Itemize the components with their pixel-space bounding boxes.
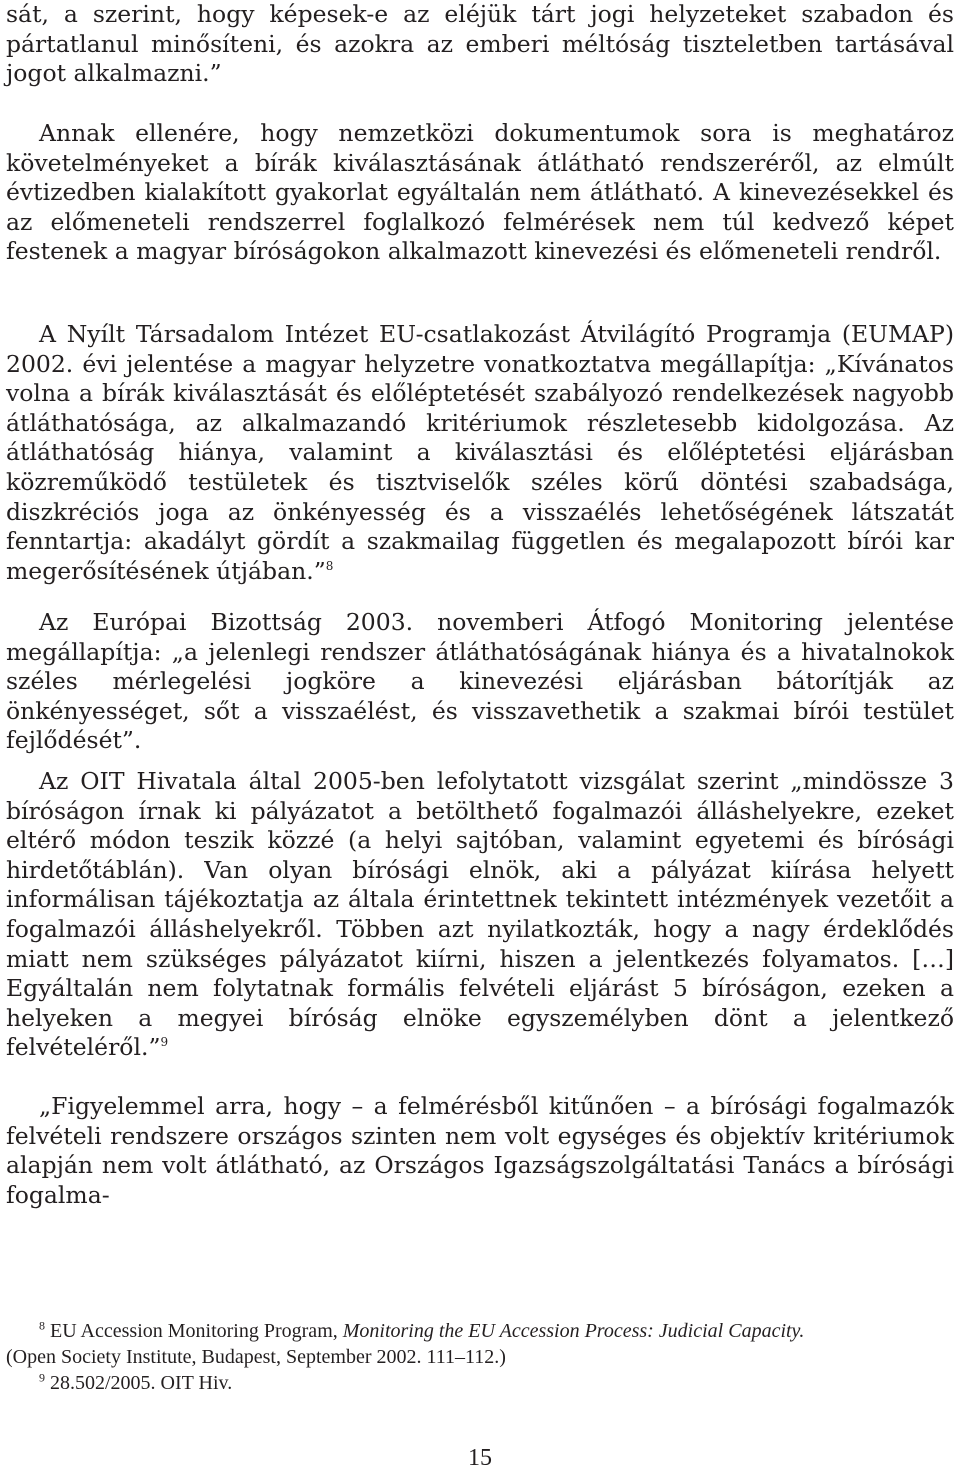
- paragraph-eumap-report: A Nyílt Társadalom Intézet EU-csatlakozást Átvilágító Programja (EUMAP) 2002. évi jelentése a magyar helyzetre vonatkoztatva megállapítja: „Kívánatos volna a bírák kiválasztását és előléptetését szabályozó rendelkezések nagyobb átláthatósága, az alkalmazandó kritériumok részletesebb kidolgozása. Az átláthatóság hiánya, valamint a kiválasztási és előléptetési eljárásban közreműködő testületek és tisztviselők széles körű döntési szabadsága, diszkréciós joga az önkényesség és a visszaélés lehetőségének látszatát fenntartja: akadályt gördít a szakmailag független és megalapozott bírói kar megerősítésének útjában.”$^8$: [6, 320, 954, 585]
- paragraph-requirements: Annak ellenére, hogy nemzetközi dokumentumok sora is meghatároz követelményeket a bírák kiválasztásának átlátható rendszeréről, az elmúlt évtizedben kialakított gyakorlat egyáltalán nem átlátható. A kinevezésekkel és az előmeneteli rendszerrel foglalkozó felmérések nem túl kedvező képet festenek a magyar bíróságokon alkalmazott kinevezési és előmeneteli rendről.: [6, 119, 954, 266]
- paragraph-oit-survey: Az OIT Hivatala által 2005-ben lefolytatott vizsgálat szerint „mindössze 3 bíróságon írnak ki pályázatot a betölthető fogalmazói álláshelyekre, ezeket eltérő módon teszik közzé (a helyi sajtóban, valamint egyetemi és bírósági hirdetőtáblán). Van olyan bírósági elnök, aki a pályázat kiírása helyett informálisan tájékoztatja az általa érintettnek tekintett intézmények vezetőit a fogalmazói álláshelyekről. Többen azt nyilatkozták, hogy a nagy érdeklődés miatt nem szükséges pályázatot kiírni, hiszen a jelentkezés folyamatos. […] Egyáltalán nem folytatnak formális felvételi eljárást 5 bíróságon, ezeken a helyeken a megyei bíróság elnöke egyszemélyben dönt a jelentkező felvételéről.”$^9$: [6, 767, 954, 1062]
- paragraph-continuation: sát, a szerint, hogy képesek-e az eléjük tárt jogi helyzeteket szabadon és pártatlanul minősíteni, és azokra az emberi méltóság tiszteletben tartásával jogot alkalmazni.”: [6, 0, 954, 88]
- footnote-8-continued: (Open Society Institute, Budapest, September 2002. 111–112.): [6, 1346, 506, 1368]
- footnote-ref-9: 9: [160, 1035, 169, 1050]
- footnote-ref-8: 8: [325, 558, 334, 573]
- document-page: [6, 0, 954, 1472]
- page-number: 15: [468, 1445, 492, 1471]
- footnote-8: $^8$ EU Accession Monitoring Program, Monitoring the EU Accession Process: Judicial Capacity.: [39, 1318, 805, 1342]
- footnotes: [6, 1318, 954, 1396]
- footnote-9: $^9$ 28.502/2005. OIT Hiv.: [39, 1370, 233, 1394]
- paragraph-european-commission: Az Európai Bizottság 2003. novemberi Átfogó Monitoring jelentése megállapítja: „a jelenlegi rendszer átláthatóságának hiánya és a hivatalnokok széles mérlegelési jogköre a kinevezési eljárásban bátorítják az önkényességet, sőt a visszaélést, és visszavethetik a szakmai bírói testület fejlődését”.: [6, 608, 954, 755]
- footnote-8-title: Monitoring the EU Accession Process: Judicial Capacity.: [342, 1320, 805, 1342]
- paragraph-oit-decision: „Figyelemmel arra, hogy – a felmérésből kitűnően – a bírósági fogalmazók felvételi rendszere országos szinten nem volt egységes és objektív kritériumok alapján nem volt átlátható, az Országos Igazságszolgáltatási Tanács a bírósági fogalma-: [6, 1092, 954, 1209]
